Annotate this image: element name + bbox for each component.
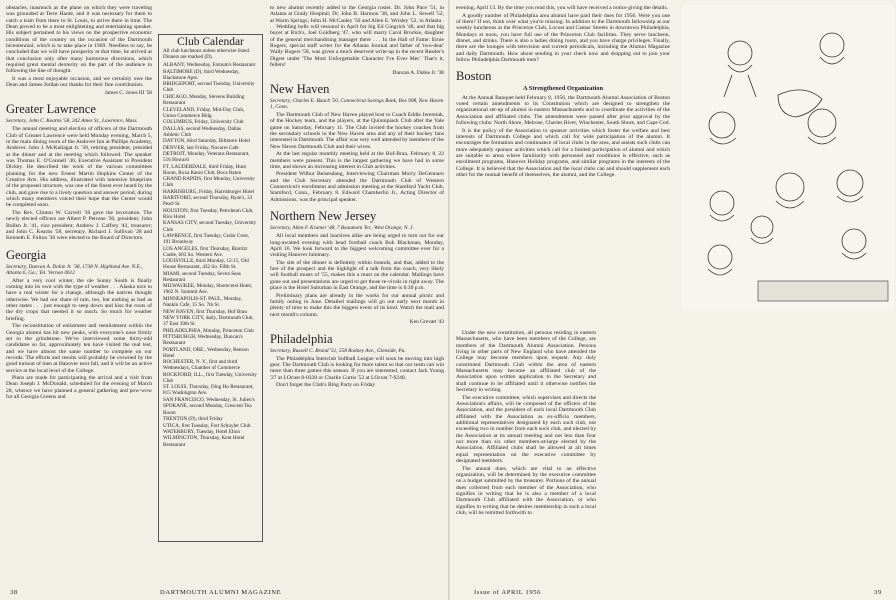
club-calendar-title: Club Calendar (177, 36, 244, 48)
left-page-number: 38 (10, 589, 18, 596)
calendar-entry: FT. LAUDERDALE, third Friday, Hunt Room, Roxa Raton Club, Boca Raton (163, 163, 246, 176)
calendar-entry: DAYTON, third Saturday, Biltmore Hotel (163, 138, 250, 145)
calendar-entry: PORTLAND, ORE., Wednesday, Benson Hotel (163, 346, 249, 359)
club-calendar-box (158, 34, 263, 542)
left-footer-magazine: DARTMOUTH ALUMNI MAGAZINE (160, 589, 282, 596)
calendar-entry: SAN FRANCISCO, Wednesday, St. Julien's (163, 396, 255, 403)
calendar-entry: TRENTON (D), third Friday (163, 416, 223, 423)
right-column-2-bottom (602, 330, 742, 582)
left-column-3 (270, 5, 444, 585)
calendar-entry: GRAND RAPIDS, first Monday, University Club (163, 176, 255, 189)
right-column-3-bottom (748, 330, 890, 582)
boston-p2: It is the policy of the Association to sponsor activities which foster the welfare and best interests of Dartmouth College and which call for wide participation of the alumni. It encourages the formation and continuance of local clubs in the area, and assists such clubs can more adequately sponsor activities which call for a limited participation of alumni and which are suitable to areas where familiarity with personnel and conditions is effective, such as enrollment programs, Hanover Holiday programs, and similar programs in the interests of the College. It is believed that the Association and the local clubs can and should supplement each other for the mutual benefit of themselves, the alumni, and the College. (456, 127, 670, 178)
calendar-entry: NEW YORK CITY, daily, Dartmouth Club, 37 East 39th St. (163, 315, 254, 328)
new-haven-p1: The Dartmouth Club of New Haven played host to Coach Eddie Jeremiah, of the Hockey team, and the players, at the Quinnipiack Club after the Yale game on Saturday, February 11. The Club invited the hockey coaches from the secondary schools in the New Haven area and any of their hockey fans interested in Dartmouth. The affair was very well attended by members of the New Haven Dartmouth Club and their wives. (270, 111, 444, 150)
calendar-entry: PHILADELPHIA, Monday, Princeton Club (163, 327, 254, 334)
calendar-entry: HARRISBURG, Friday, Harrisburger Hotel (163, 188, 255, 195)
calendar-entry: WILMINGTON, Thursday, Kent Hotel Restaurant (163, 435, 245, 448)
intro-signature: James C. Jones III '58 (104, 89, 152, 96)
northern-nj-p2: The site of the dinner is definitely within bounds, and that, added to the fare of the prospect and the highlight of a talk from the coach, very likely will football musts of '55, makes this a must on the calendar. Mailings have gone out and presentations are urged to get those re-vivals in right away. The place is the Hotel Suburban in East Orange, and the time is 6:30 p.m. (270, 259, 444, 292)
calendar-entry: ROCHESTER, N. Y., first and third Wednesdays, Chamber of Commerce (163, 359, 241, 372)
club-calendar-intro: All club luncheons unless otherwise listed. Dinners are marked (D). (163, 48, 251, 61)
philadelphia-continued: evening, April 13. By the time you read this, you will have received a notice giving the details. (456, 5, 669, 11)
boston-p4: The executive committee, which supervises and directs the Association's affairs, will be composed of the officers of the Association, and the president of each local Dartmouth Club affiliated with the Association as ex-officio members, additional representatives designated by each such club, not exceeding two in number from each such club, and elected by the Association at its annual meeting and not less than four nor more than six other members-at-large elected by the Association. Affiliated clubs shall be allowed at all times equal representation on the executive committee by designated members. (456, 394, 596, 465)
northern-nj-p3: Preliminary plans are already in the works for our annual picnic and family outing in June. Detailed mailings will go out early next month in plenty of time to make this the biggest event of its kind. Watch the mail and next month's column. (270, 292, 444, 318)
right-column-1-top (456, 5, 670, 335)
georgia-p3: Plans are made for participating the arrival and a visit from Dean Joseph J. McDonald, scheduled for the evening of March 28, whence we have planned a general gathering and pow-wow for all Georgia Greens and (6, 375, 152, 401)
calendar-entry: BRIDGEPORT, second Tuesday, University Club (163, 81, 255, 94)
right-footer-issue: Issue of APRIL 1956 (474, 589, 542, 596)
heading-boston: Boston (456, 69, 492, 84)
calendar-entry: SPOKANE, second Monday, Crescent Tea Room (163, 403, 252, 416)
calendar-entry: WATERBURY, Tuesday, Hotel Elton (163, 429, 240, 435)
new-haven-secretary: Secretary, Charles E. Bauch '50, Connecticut Savings Bank, Box 908, New Haven 1, Conn. (270, 97, 444, 110)
heading-philadelphia: Philadelphia (270, 331, 333, 346)
left-column-1 (6, 5, 152, 585)
caricature-drawing (682, 5, 894, 311)
boston-subtitle: A Strengthened Organization (522, 85, 604, 93)
right-page-number: 39 (874, 589, 882, 596)
calendar-entry: DETROIT, Monday, Veterans Restaurant, 516 Howard (163, 151, 250, 164)
pow-wow-banner (758, 281, 888, 301)
calendar-entry: MILWAUKEE, Monday, Shorecrest Hotel, 1962 N. Summit Ave. (163, 283, 253, 296)
georgia-signature: Duncan A. Dobie Jr. '38 (392, 69, 444, 76)
calendar-entry: LOUISVILLE, third Monday, 12:15, Old House Restaurant, 432 So. Fifth St. (163, 258, 249, 271)
calendar-entry: LOS ANGELES, first Thursday, Biarritz Castle, 603 So. Western Ave. (163, 245, 248, 258)
northern-nj-p1: All local members and inactives alike are being urged to turn out for our long-awaited evening with head football coach Bob Blackman, Monday, April 16. We look forward to the biggest welcoming committee ever for a visiting Hanover luminary. (270, 233, 444, 259)
intro-paragraph: obstacles, inasmuch as the plane on which they were traveling was grounded at Terre Haute, and it was necessary for them to catch a train from there to St. Louis, to arrive there in time. The Dean proved to be a most enlightening and entertaining speaker. His subject pertained to his views on the prospective economic conditions of the country on the occasion of the Dartmouth bicentennial, which is to take place in 1969. Needless to say, he concluded that we will have prosperity at that time, he arrived at that conclusion only after many humorous diversions, which required great mental dexterity on the part of the audience in following the line of thought. (6, 5, 152, 75)
calendar-entry: ALBANY, Wednesday, Farnum's Restaurant (163, 62, 256, 69)
heading-northern-new-jersey: Northern New Jersey (270, 209, 377, 224)
georgia-p2: The reconstitution of enlistment and reenlistment within the Georgia alumni has hit new peaks, with everyone's nose firmly set to the grindstone. We've interviewed some thirty-odd candidates so far, approximately ten have visited the real test, and we have almost the same number to complete on our records. The efforts and results will probably be crowned by the good turnout of men at Hanover next fall, and it will be an active service at the local level of the College. (6, 323, 152, 374)
calendar-entry: NEW HAVEN, first Thursday, Hof Brau (163, 308, 247, 315)
new-haven-p2: At the last regular monthly meeting held at the Hof-Brau, February 8, 22 members were present. This is the largest gathering we have had in some time, and shows an increasing interest in Club activities. (270, 151, 444, 170)
calendar-entry: ST. LOUIS, Thursday, Ding Ho Restaurant, 815 Washington Ave. (163, 384, 254, 397)
calendar-entry: CLEVELAND, Friday, Mid-Day Club, Union Commerce Bldg. (163, 106, 245, 119)
greater-lawrence-secretary: Secretary, John C. Kearns '58, 342 Ames St., Lawrence, Mass. (6, 118, 138, 125)
calendar-entry: COLUMBUS, Friday, University Club (163, 119, 244, 126)
intro-paragraph-2: It was a most enjoyable occasion, and we certainly owe the Dean and James Jordan our thanks for their fine contribution. (6, 75, 152, 89)
calendar-entry: PITTSBURGH, Wednesday, Duncan's Restaurant (163, 334, 243, 347)
northern-nj-signature: Ken Grevatt '43 (409, 319, 444, 326)
philadelphia-p2: Don't forget the Club's Ring Party on Friday (276, 382, 376, 389)
heading-georgia: Georgia (6, 247, 47, 262)
calendar-entry: KANSAS CITY, second Tuesday, University Club (163, 220, 257, 233)
boston-p1: At the Annual Banquet held February 8, 1956, the Dartmouth Alumni Association of Boston voted certain amendments to its Constitution which are designed to strengthen the organizational set-up of alumni in eastern Massachusetts and to coordinate the activities of the Association and affiliated clubs. The amendments were passed after prior approval by the following clubs: North Shore, Melrose, Charles River, Winchester, South Shore, and Cape Cod. (456, 94, 670, 126)
new-haven-p3: President Wilbur Beisesdang, Interviewing Chairman Morry DeGennaro and the Club Secretary attended the Dartmouth Club of Western Connecticut's enrollment and admission meeting at the Stamford Yacht Club, Stamford, Conn., February 8. Edward Chamberlin Jr., Acting Director of Admissions, was the principal speaker. (270, 171, 444, 203)
georgia-secretary: Secretary, Duncan A. Dobie Jr. '38, 1738 N. Highland Ave. N.E., Atlanta 6, Ga.; Tel. Vernon 0612 (6, 263, 143, 276)
heading-new-haven: New Haven (270, 81, 330, 96)
northern-nj-secretary: Secretary, Allen F. Kramer '48, 7 Beaumont Ter., West Orange, N. J. (270, 225, 414, 232)
georgia-p1: After a very cool winter, the ole Sunny South is finally coming into its own with the type of weather . . . Alaska nice to have a real winter for a change, although the natives thought otherwise. We had our share of rain, too, but nothing as bad as other states . . . just enough to seep down and kiss the roots of the dry crops that needed it so much. So much for weather briefing. (6, 277, 152, 322)
philadelphia-secretary: Secretary, Russell C. Brand '51, 558 Rodney Ave., Glenside, Pa. (270, 347, 406, 354)
georgia-continued: to new alumni recently added to the Georgia roster. Dr. John Pace '51, in Atlanta at Grady Hospital; Dr. John B. Harmon '38, and John L. Sewell '52, at Warm Springs; John H. McCauley '50 and Allen E. Wrisley '52, in Atlanta . . . Wedding bells will resound in April for big Ed Gingrich '48, and that big buyer at Rich's, Joel Goldberg '47, who will marry Carol Brockie, daughter of the general merchandising manager there . . . In the Hall of Fame: Ernie Rogers, special staff writer for the Atlanta Journal and father of 'two-dear' Wally Rogers '58, was given a much deserved write-up in the recent Reader's Digest under 'The Most Unforgettable Character I've Ever Met.' That's it, fellers! (270, 5, 444, 69)
calendar-entry: MIAMI, second Tuesday, Seven Seas Restaurant (163, 270, 241, 283)
calendar-entry: BALTIMORE (D), third Wednesday, Blackstone Apts. (163, 68, 240, 81)
calendar-entry: HOUSTON, first Tuesday, Petroleum Club, Rice Hotel (163, 207, 254, 220)
calendar-entry: ROCKFORD, ILL., first Tuesday, University Club (163, 371, 257, 384)
calendar-entry: LAWRENCE, first Tuesday, Cedar Crest, 191 Broadway (163, 233, 250, 246)
right-page (450, 0, 896, 600)
caricature-illustration (682, 5, 894, 311)
greater-lawrence-p1: The annual meeting and election of officers of the Dartmouth Club of Greater Lawrence were held Monday evening, March 5, in the main dining room of the Andover Inn at Phillips Academy, Andover. John J. McKallagat Jr. '38, retiring president, presided at the dinner and at the meeting which followed. The speaker was Thomas E. O'Connell '40, Executive Assistant to President Dickey. He described the work of the various committees planning for the new Ernest Martin Hopkins Center of the Creative Arts. His address, illustrated with intensive blueprints of the proposed structure, was one of the finest ever heard by the club, and gave rise to a lively question and answer period, during which many members voiced their hope that the Center would be completed soon. (6, 126, 152, 209)
calendar-entry: DENVER, last Friday, Navarre Cafe (163, 144, 239, 151)
philadelphia-dues-paragraph: A goodly number of Philadelphia area alumni have paid their dues for 1956. Were you one of them? If not, think over what you're missing. In addition to the Dartmouth fellowship at our weekly luncheons at the Princeton Club, Locust and Camac Streets in downtown Philadelphia, Mondays at noon, you have full use of the Princeton Club facilities. They serve luncheon, dinner, and drinks. There is also a ladies dining room, and you have charge privileges. Finally, there are the lounges with television and current periodicals, including the Alumni Magazine and daily Dartmouth. How about sending in your check now and dropping out to join your fellow Philadelphia Dartmouth men? (456, 12, 670, 63)
boston-p3: Under the new constitution, all persons residing in eastern Massachusetts, who have been members of the College, are members of the Dartmouth Alumni Association. Persons living in other parts of New England who have attended the College may become members upon request. Any duly constituted Dartmouth Club within the area of eastern Massachusetts may become an affiliated club of the Association upon written application to the Secretary and shall continue to be affiliated until it otherwise notifies the Secretary in writing. (456, 330, 596, 394)
greater-lawrence-p2: The Rev. Clinton W. Carvell '18 gave the invocation. The newly elected officers are Albert P. Petrone '36, president; John Bullen Jr. '41, vice president; Andrew J. Caffrey '43, treasurer; and John C. Kearns '58, secretary. Richard J. Sullivan '28 and Kenneth E. Fulton '36 were elected to the Board of Directors. (6, 209, 152, 242)
boston-p5: The annual dues, which are vital to an effective organization, will be determined by the executive committee on a budget submitted by the treasurer. Portions of the annual dues collected from each member of the Association, who signifies in writing that he is also a member of a local Dartmouth Club affiliated with the Association, or who signifies in writing that he desires membership in such a local club, will be remitted forthwith to (456, 465, 596, 516)
calendar-entry: MINNEAPOLIS-ST. PAUL, Monday, Nankin Cafe, 15 So. 7th St. (163, 295, 243, 309)
right-column-1-bottom (456, 330, 596, 582)
calendar-entry: UTICA, first Tuesday, Fort Schuyler Club (163, 422, 251, 429)
heading-greater-lawrence: Greater Lawrence (6, 102, 96, 117)
calendar-entry: HARTFORD, second Thursday, Ryan's, 33 Pearl St. (163, 195, 253, 208)
club-calendar-list (163, 62, 258, 447)
philadelphia-p1: The Philadelphia Interclub Softball League will soon be moving into high gear. The Dartmouth Club is looking for more talent so that our team can win more than three games this season. If you are interested, contact Jack Young '27 at LOcust 8-0330 or Charlie Curtis '52 at LOcust 7-9240. (270, 355, 444, 381)
calendar-entry: CHICAGO, Monday, Stevens Building Restaurant (163, 93, 245, 107)
calendar-entry: DALLAS, second Wednesday, Dallas Athletic Club (163, 125, 241, 138)
